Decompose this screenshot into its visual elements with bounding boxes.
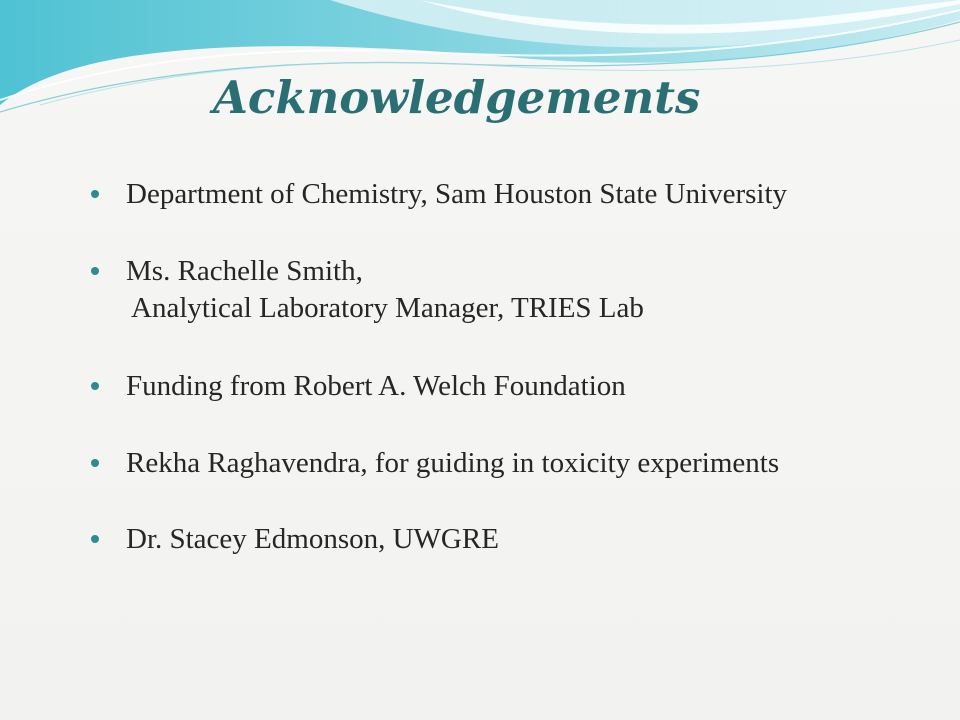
list-item-text: Rekha Raghavendra, for guiding in toxicity experiments xyxy=(126,447,780,479)
list-item-continuation: Analytical Laboratory Manager, TRIES Lab xyxy=(131,292,644,324)
bullet-dot-icon xyxy=(91,267,99,275)
list-item-text: Department of Chemistry, Sam Houston State University xyxy=(126,178,787,210)
bullet-dot-icon xyxy=(91,535,99,543)
bullet-dot-icon xyxy=(91,190,99,198)
list-item-text: Ms. Rachelle Smith, xyxy=(126,255,363,287)
bullet-dot-icon xyxy=(91,382,99,390)
list-item-text: Funding from Robert A. Welch Foundation xyxy=(126,370,626,402)
slide-title: Acknowledgements xyxy=(213,71,701,124)
bullet-dot-icon xyxy=(91,459,99,467)
list-item-text: Dr. Stacey Edmonson, UWGRE xyxy=(126,523,499,555)
